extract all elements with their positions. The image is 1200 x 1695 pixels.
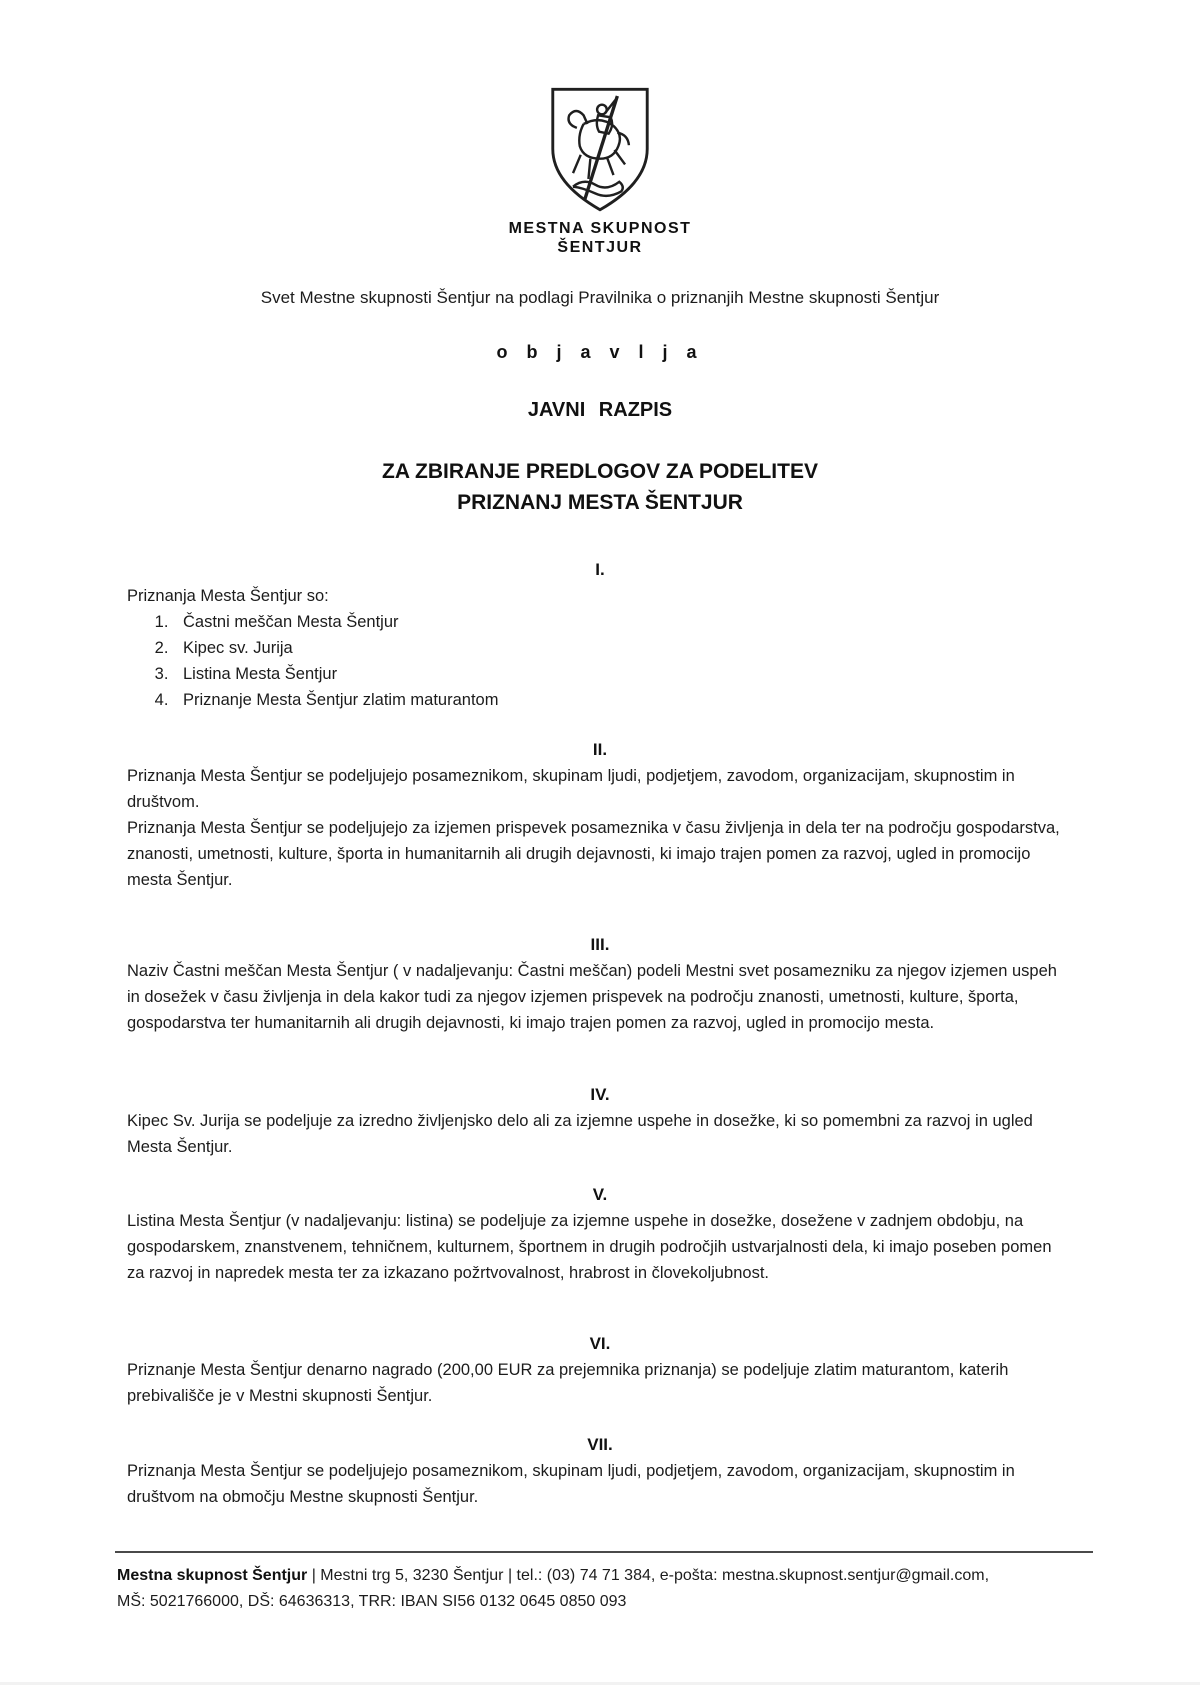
- section-iii-paragraph: Naziv Častni meščan Mesta Šentjur ( v nadaljevanju: Častni meščan) podeli Mestni svet posamezniku za njegov izjemen uspeh in dosežek v času življenja in dela kakor tudi za njegov izjemen prispevek na področju znanosti, umetnosti, kulture, športa, gospodarstva ter humanitarnih ali drugih dejavnosti, ki imajo trajen pomen za razvoj, ugled in promocijo mesta.: [127, 962, 1057, 1032]
- org-name-line2: ŠENTJUR: [557, 239, 643, 256]
- section-vi: [127, 1331, 1073, 1409]
- scan-artifact-band: [0, 1682, 1200, 1685]
- document-title: JAVNI RAZPIS: [527, 399, 673, 421]
- coat-of-arms: [0, 84, 1200, 217]
- org-name: [0, 219, 1200, 257]
- section-vi-numeral: VI.: [589, 1334, 611, 1353]
- section-v: [127, 1182, 1073, 1286]
- footer-divider: [115, 1551, 1093, 1553]
- intro-sentence: Svet Mestne skupnosti Šentjur na podlagi Pravilnika o priznanjih Mestne skupnosti Šentjur: [260, 288, 940, 307]
- awards-list-item: 2. Kipec sv. Jurija: [173, 635, 1073, 661]
- section-i: [127, 557, 1073, 713]
- st-george-shield-icon: [547, 84, 653, 217]
- awards-list-item: 3. Listina Mesta Šentjur: [173, 661, 1073, 687]
- footer-contact-info: | Mestni trg 5, 3230 Šentjur | tel.: (03) 74 71 384, e-pošta: mestna.skupnost.sentjur@gmail.com,: [307, 1567, 990, 1584]
- section-vii: [127, 1432, 1073, 1510]
- section-ii-numeral: II.: [592, 740, 608, 759]
- section-ii-paragraph: Priznanja Mesta Šentjur se podeljujejo za izjemen prispevek posameznika v času življenja in dela ter na področju gospodarstva, znanosti, umetnosti, kulture, športa in humanitarnih ali drugih dejavnosti, ki imajo trajen pomen za razvoj, ugled in promocijo mesta Šentjur.: [127, 819, 1060, 889]
- section-iv-paragraph: Kipec Sv. Jurija se podeljuje za izredno življenjsko delo ali za izjemne uspehe in dosežke, ki so pomembni za razvoj in ugled Mesta Šentjur.: [127, 1112, 1033, 1156]
- section-i-numeral: I.: [595, 560, 605, 579]
- footer-line1: [117, 1563, 1107, 1589]
- section-v-paragraph: Listina Mesta Šentjur (v nadaljevanju: listina) se podeljuje za izjemne uspehe in dosežke, dosežene v zadnjem obdobju, na gospodarskem, znanstvenem, tehničnem, kulturnem, športnem in drugih področjih ustvarjalnosti dela, ki imajo poseben pomen za razvoj in napredek mesta ter za izkazano požrtvovalnost, hrabrost in človekoljubnost.: [127, 1212, 1052, 1282]
- footer-org-name: Mestna skupnost Šentjur: [117, 1567, 308, 1584]
- section-vii-numeral: VII.: [587, 1435, 613, 1454]
- subtitle-line1: ZA ZBIRANJE PREDLOGOV ZA PODELITEV: [382, 460, 818, 483]
- awards-list: [127, 609, 1073, 713]
- section-i-intro: Priznanja Mesta Šentjur so:: [127, 587, 329, 605]
- footer: [117, 1563, 1107, 1615]
- footer-line2: MŠ: 5021766000, DŠ: 64636313, TRR: IBAN SI56 0132 0645 0850 093: [117, 1593, 627, 1610]
- document-subtitle: [0, 456, 1200, 518]
- awards-list-item: 4. Priznanje Mesta Šentjur zlatim maturantom: [173, 687, 1073, 713]
- section-iv: [127, 1082, 1073, 1160]
- section-ii-paragraph: Priznanja Mesta Šentjur se podeljujejo posameznikom, skupinam ljudi, podjetjem, zavodom, organizacijam, skupnostim in društvom.: [127, 767, 1015, 811]
- section-ii: [127, 737, 1073, 893]
- subtitle-line2: PRIZNANJ MESTA ŠENTJUR: [457, 491, 743, 514]
- section-vi-paragraph: Priznanje Mesta Šentjur denarno nagrado (200,00 EUR za prejemnika priznanja) se podeljuje zlatim maturantom, katerih prebivališče je v Mestni skupnosti Šentjur.: [127, 1361, 1009, 1405]
- announce-word: o b j a v l j a: [496, 342, 704, 362]
- org-name-line1: MESTNA SKUPNOST: [508, 220, 692, 237]
- section-iv-numeral: IV.: [590, 1085, 610, 1104]
- section-iii-numeral: III.: [590, 935, 610, 954]
- section-vii-paragraph: Priznanja Mesta Šentjur se podeljujejo posameznikom, skupinam ljudi, podjetjem, zavodom, organizacijam, skupnostim in društvom na območju Mestne skupnosti Šentjur.: [127, 1462, 1015, 1506]
- section-iii: [127, 932, 1073, 1036]
- section-v-numeral: V.: [592, 1185, 608, 1204]
- awards-list-item: 1. Častni meščan Mesta Šentjur: [173, 609, 1073, 635]
